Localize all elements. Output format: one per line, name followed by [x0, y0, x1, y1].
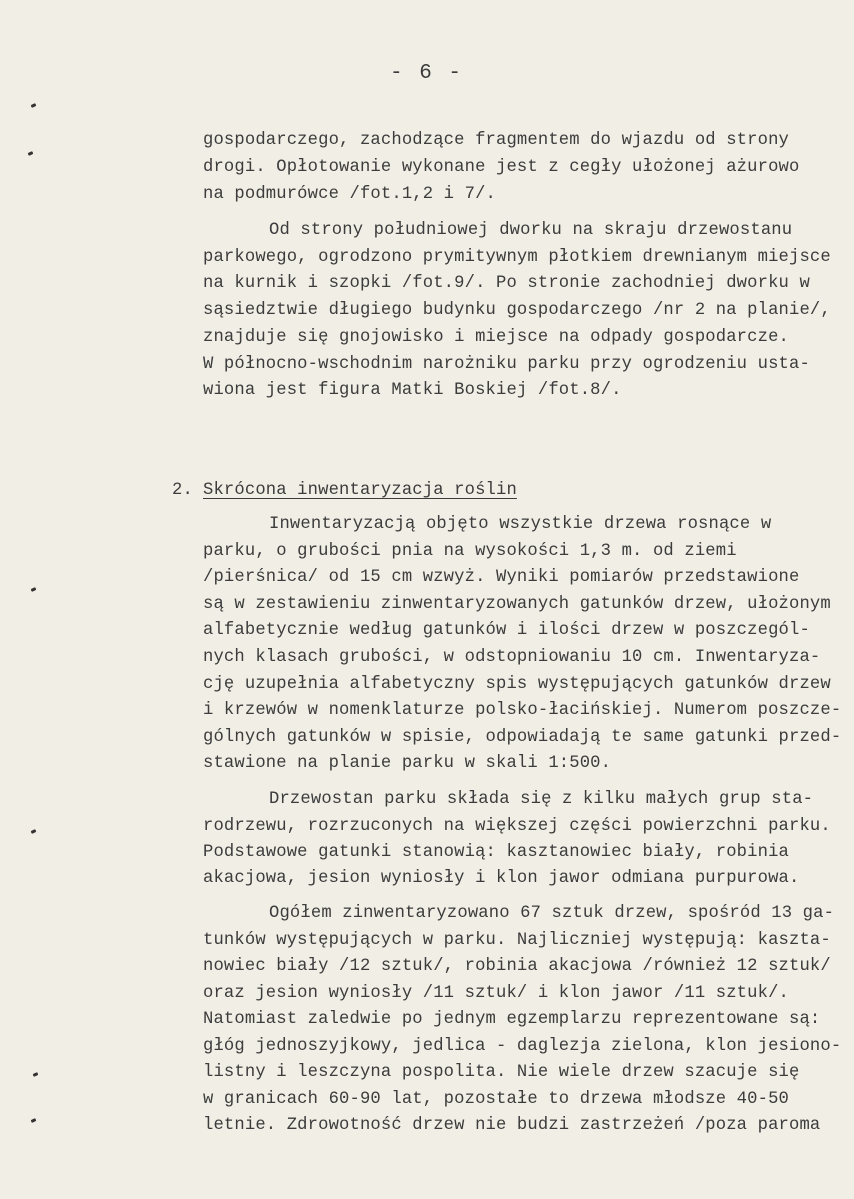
margin-mark	[33, 1072, 39, 1077]
text-line: głóg jednoszyjkowy, jedlica - daglezja zielona, klon jesiono-	[203, 1037, 842, 1056]
text-line: sąsiedztwie długiego budynku gospodarczego /nr 2 na planie/,	[203, 301, 831, 320]
margin-mark	[31, 829, 37, 834]
text-line: na kurnik i szopki /fot.9/. Po stronie zachodniej dworku w	[203, 274, 810, 293]
text-line: Inwentaryzacją objęto wszystkie drzewa rosnące w	[269, 515, 772, 534]
margin-mark	[31, 103, 37, 108]
text-line: cję uzupełnia alfabetyczny spis występujących gatunków drzew	[203, 675, 831, 694]
text-line: akacjowa, jesion wyniosły i klon jawor odmiana purpurowa.	[203, 869, 800, 888]
text-line: są w zestawieniu zinwentaryzowanych gatunków drzew, ułożonym	[203, 595, 831, 614]
text-line: Podstawowe gatunki stanowią: kasztanowiec biały, robinia	[203, 843, 789, 862]
text-line: w granicach 60-90 lat, pozostałe to drzewa młodsze 40-50	[203, 1090, 789, 1109]
text-line: tunków występujących w parku. Najliczniej występują: kaszta-	[203, 931, 831, 950]
text-line: rodrzewu, rozrzuconych na większej części powierzchni parku.	[203, 817, 831, 836]
text-line: gospodarczego, zachodzące fragmentem do wjazdu od strony	[203, 131, 789, 150]
text-line: Natomiast zaledwie po jednym egzemplarzu reprezentowane są:	[203, 1010, 821, 1029]
margin-mark	[31, 587, 37, 592]
text-line: wiona jest figura Matki Boskiej /fot.8/.	[203, 381, 622, 400]
text-line: stawione na planie parku w skali 1:500.	[203, 754, 612, 773]
margin-mark	[31, 1118, 37, 1123]
text-line: letnie. Zdrowotność drzew nie budzi zastrzeżeń /poza paroma	[203, 1116, 821, 1135]
text-line: gólnych gatunków w spisie, odpowiadają te same gatunki przed-	[203, 728, 842, 747]
text-line: nych klasach grubości, w odstopniowaniu 10 cm. Inwentaryza-	[203, 648, 821, 667]
text-line: drogi. Opłotowanie wykonane jest z cegły ułożonej ażurowo	[203, 158, 800, 177]
text-line: /pierśnica/ od 15 cm wzwyż. Wyniki pomiarów przedstawione	[203, 568, 800, 587]
text-line: oraz jesion wyniosły /11 sztuk/ i klon jawor /11 sztuk/.	[203, 984, 789, 1003]
margin-mark	[28, 151, 34, 156]
text-line: alfabetycznie według gatunków i ilości drzew w poszczegól-	[203, 621, 810, 640]
text-line: parku, o grubości pnia na wysokości 1,3 m. od ziemi	[203, 542, 737, 561]
text-line: znajduje się gnojowisko i miejsce na odpady gospodarcze.	[203, 328, 789, 347]
text-line: nowiec biały /12 sztuk/, robinia akacjowa /również 12 sztuk/	[203, 957, 831, 976]
text-line: listny i leszczyna pospolita. Nie wiele drzew szacuje się	[203, 1063, 800, 1082]
text-line: Drzewostan parku składa się z kilku małych grup sta-	[269, 790, 814, 809]
text-line: W północno-wschodnim narożniku parku przy ogrodzeniu usta-	[203, 355, 810, 374]
text-line: Ogółem zinwentaryzowano 67 sztuk drzew, spośród 13 ga-	[269, 904, 835, 923]
page-number: - 6 -	[390, 62, 464, 85]
section-title: Skrócona inwentaryzacja roślin	[203, 481, 517, 500]
text-line: Od strony południowej dworku na skraju drzewostanu	[269, 221, 793, 240]
text-line: na podmurówce /fot.1,2 i 7/.	[203, 185, 496, 204]
text-line: parkowego, ogrodzono prymitywnym płotkiem drewnianym miejsce	[203, 248, 831, 267]
text-line: i krzewów w nomenklaturze polsko-łacińskiej. Numerom poszcze-	[203, 701, 842, 720]
section-number: 2.	[172, 481, 193, 500]
